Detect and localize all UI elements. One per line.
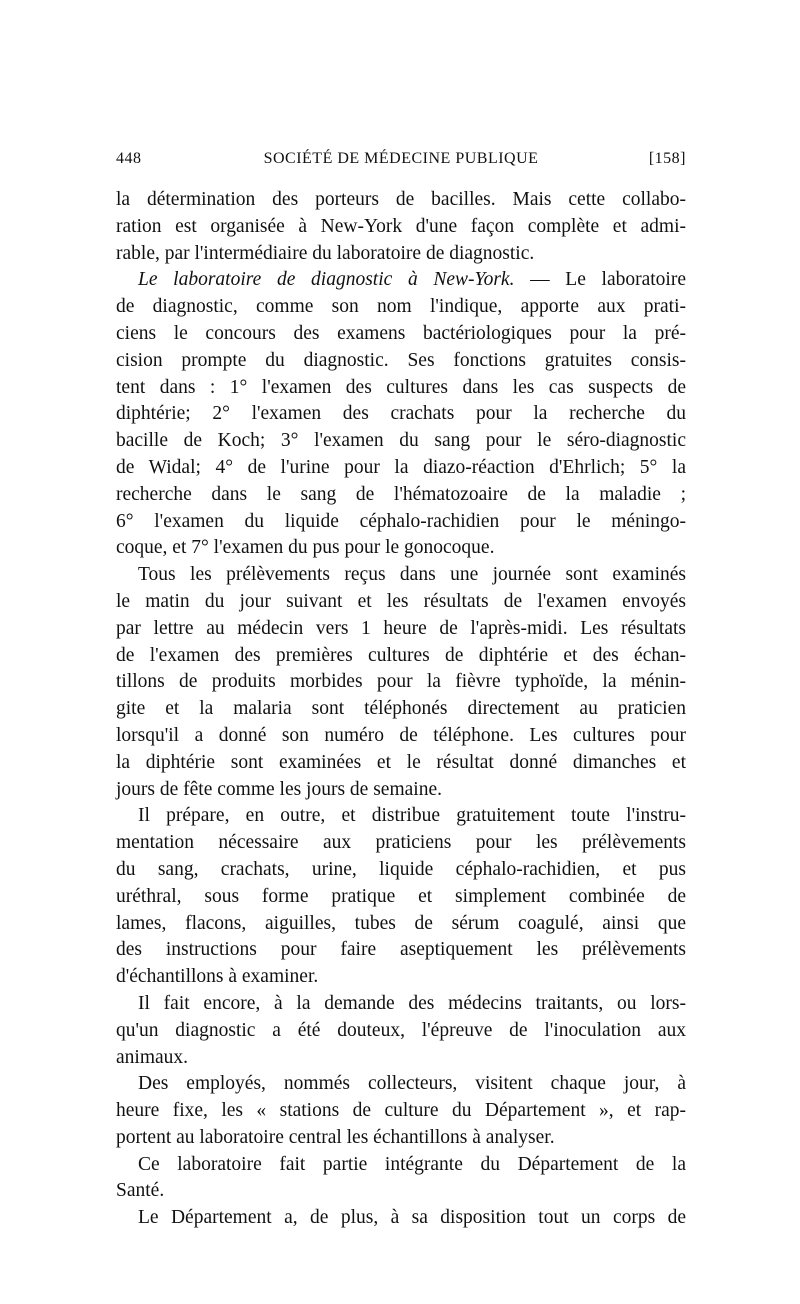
line-text: Santé.	[116, 1180, 165, 1202]
line-text: par lettre au médecin vers 1 heure de l'après-midi. Les résultats	[116, 617, 686, 639]
line-text: Le Département a, de plus, à sa disposition tout un corps de	[138, 1207, 686, 1229]
line-text: animaux.	[116, 1046, 189, 1068]
line-text: d'échantillons à examiner.	[116, 966, 319, 988]
line-text: le matin du jour suivant et les résultats de l'examen envoyés	[116, 590, 686, 612]
text-line	[116, 321, 686, 348]
text-line	[116, 669, 686, 696]
text-line	[116, 1018, 686, 1045]
line-text: portent au laboratoire central les échantillons à analyser.	[116, 1126, 555, 1148]
text-line	[116, 616, 686, 643]
text-line	[116, 509, 686, 536]
text-line	[116, 375, 686, 402]
text-line	[116, 857, 686, 884]
text-line	[116, 991, 686, 1018]
text-line	[116, 803, 686, 830]
line-text: 6° l'examen du liquide céphalo-rachidien pour le méningo-	[116, 510, 686, 532]
line-text: tillons de produits morbides pour la fièvre typhoïde, la ménin-	[116, 671, 686, 693]
line-text: ration est organisée à New-York d'une façon complète et admi-	[116, 215, 686, 237]
line-text: gite et la malaria sont téléphonés directement au praticien	[116, 698, 686, 720]
page-reference: [158]	[648, 150, 686, 167]
text-line	[116, 348, 686, 375]
text-line	[116, 1125, 686, 1152]
text-line	[116, 1205, 686, 1232]
text-line	[116, 1152, 686, 1179]
text-line	[116, 428, 686, 455]
line-text: lorsqu'il a donné son numéro de téléphone. Les cultures pour	[116, 724, 686, 746]
line-text: lames, flacons, aiguilles, tubes de sérum coagulé, ainsi que	[116, 912, 686, 934]
text-line	[116, 589, 686, 616]
line-text: qu'un diagnostic a été douteux, l'épreuve de l'inoculation aux	[116, 1019, 686, 1041]
line-text: jours de fête comme les jours de semaine.	[116, 778, 442, 800]
line-text: de Widal; 4° de l'urine pour la diazo-réaction d'Ehrlich; 5° la	[116, 456, 686, 478]
text-line	[116, 1178, 686, 1205]
line-text: de l'examen des premières cultures de diphtérie et des échan-	[116, 644, 686, 666]
line-text: uréthral, sous forme pratique et simplement combinée de	[116, 885, 686, 907]
text-line	[116, 750, 686, 777]
line-text: bacille de Koch; 3° l'examen du sang pour le séro-diagnostic	[116, 430, 686, 452]
line-text: recherche dans le sang de l'hématozoaire de la maladie ;	[116, 483, 686, 505]
line-text: rable, par l'intermédiaire du laboratoire de diagnostic.	[116, 242, 535, 264]
line-text: Ce laboratoire fait partie intégrante du Département de la	[138, 1153, 686, 1175]
line-text: des instructions pour faire aseptiquement les prélèvements	[116, 939, 686, 961]
line-text: — Le laboratoire	[514, 269, 686, 291]
text-line	[116, 482, 686, 509]
text-line	[116, 535, 686, 562]
text-line	[116, 1098, 686, 1125]
text-line	[116, 696, 686, 723]
line-text: tent dans : 1° l'examen des cultures dans les cas suspects de	[116, 376, 686, 398]
text-line	[116, 830, 686, 857]
line-text: la détermination des porteurs de bacilles. Mais cette collabo-	[116, 189, 686, 210]
text-line	[116, 562, 686, 589]
line-text: du sang, crachats, urine, liquide céphalo-rachidien, et pus	[116, 858, 686, 880]
text-line	[116, 455, 686, 482]
line-text: de diagnostic, comme son nom l'indique, apporte aux prati-	[116, 296, 686, 318]
line-text: Il prépare, en outre, et distribue gratuitement toute l'instru-	[138, 805, 686, 827]
section-heading-italic: Le laboratoire de diagnostic à New-York.	[138, 269, 515, 291]
text-line	[116, 643, 686, 670]
text-line	[116, 187, 686, 214]
line-text: ciens le concours des examens bactériologiques pour la pré-	[116, 322, 686, 344]
line-text: heure fixe, les « stations de culture du Département », et rap-	[116, 1100, 686, 1122]
text-line	[116, 937, 686, 964]
text-line	[116, 1071, 686, 1098]
text-line	[116, 964, 686, 991]
running-title: SOCIÉTÉ DE MÉDECINE PUBLIQUE	[263, 150, 539, 167]
line-text: la diphtérie sont examinées et le résultat donné dimanches et	[116, 751, 686, 773]
text-line	[116, 884, 686, 911]
text-line	[116, 723, 686, 750]
body-text	[116, 187, 686, 1232]
text-line	[116, 267, 686, 294]
text-line	[116, 294, 686, 321]
text-line	[116, 777, 686, 804]
line-text: diphtérie; 2° l'examen des crachats pour la recherche du	[116, 403, 686, 425]
line-text: cision prompte du diagnostic. Ses fonctions gratuites consis-	[116, 349, 686, 371]
page-number: 448	[116, 150, 142, 167]
running-header	[116, 150, 686, 176]
line-text: Tous les prélèvements reçus dans une journée sont examinés	[138, 564, 686, 586]
line-text: mentation nécessaire aux praticiens pour les prélèvements	[116, 832, 686, 854]
text-line	[116, 1045, 686, 1072]
line-text: Des employés, nommés collecteurs, visitent chaque jour, à	[138, 1073, 686, 1095]
text-line	[116, 911, 686, 938]
line-text: Il fait encore, à la demande des médecins traitants, ou lors-	[138, 992, 686, 1014]
text-line	[116, 214, 686, 241]
text-line	[116, 241, 686, 268]
text-line	[116, 401, 686, 428]
line-text: coque, et 7° l'examen du pus pour le gonocoque.	[116, 537, 495, 559]
